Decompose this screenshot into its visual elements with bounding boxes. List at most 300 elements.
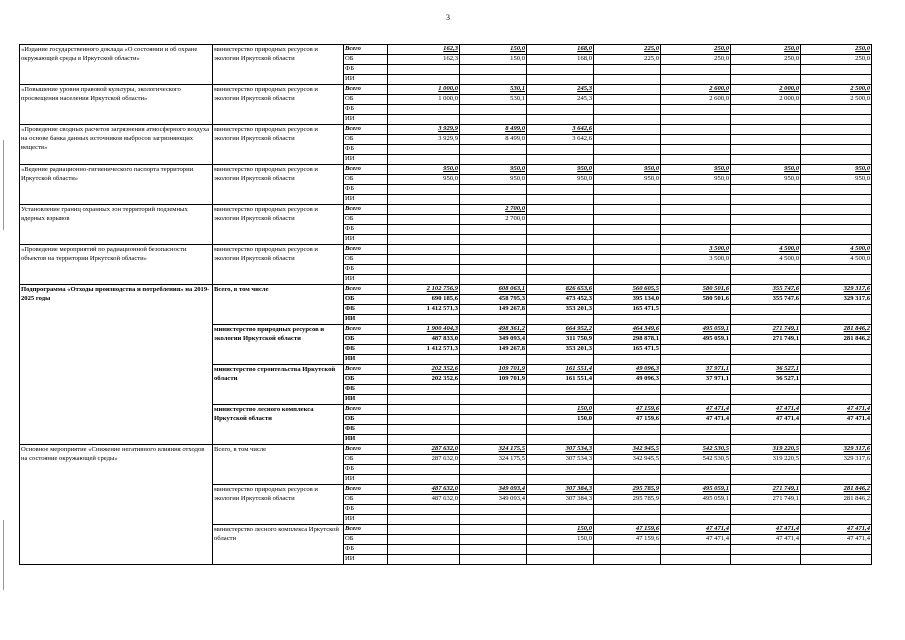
amount-cell: 950,0 (661, 175, 731, 185)
amount-cell (460, 505, 527, 515)
table-row (20, 445, 872, 455)
budget-table-container (19, 44, 871, 565)
amount-cell (801, 205, 872, 215)
amount-cell (661, 225, 731, 235)
amount-cell (388, 235, 460, 245)
amount-cell (801, 375, 872, 385)
amount-cell (661, 435, 731, 445)
amount-cell (460, 185, 527, 195)
amount-cell: 3 929,9 (388, 135, 460, 145)
amount-cell (460, 155, 527, 165)
amount-cell: 287 632,0 (388, 455, 460, 465)
amount-cell (801, 505, 872, 515)
funding-source-cell: ФБ (344, 545, 388, 555)
amount-cell: 202 352,6 (388, 365, 460, 375)
amount-cell: 487 632,0 (388, 495, 460, 505)
amount-cell (388, 415, 460, 425)
amount-cell: 47 471,4 (731, 535, 801, 545)
amount-cell: 150,0 (527, 405, 594, 415)
amount-cell: 950,0 (661, 165, 731, 175)
amount-cell (388, 195, 460, 205)
funding-source-cell: ФБ (344, 225, 388, 235)
amount-cell: 495 059,1 (661, 335, 731, 345)
amount-cell (731, 465, 801, 475)
amount-cell: 47 471,4 (661, 405, 731, 415)
amount-cell (801, 145, 872, 155)
amount-cell (594, 555, 661, 565)
amount-cell (527, 105, 594, 115)
amount-cell: 149 267,8 (460, 305, 527, 315)
amount-cell: 165 471,5 (594, 345, 661, 355)
amount-cell: 495 059,1 (661, 325, 731, 335)
amount-cell (661, 75, 731, 85)
funding-source-cell: ОБ (344, 455, 388, 465)
amount-cell: 530,1 (460, 85, 527, 95)
amount-cell: 250,0 (801, 45, 872, 55)
funding-source-cell: ИИ (344, 355, 388, 365)
amount-cell (661, 265, 731, 275)
amount-cell (388, 145, 460, 155)
amount-cell (594, 105, 661, 115)
amount-cell: 950,0 (801, 175, 872, 185)
amount-cell (661, 65, 731, 75)
amount-cell: 495 059,1 (661, 485, 731, 495)
amount-cell: 4 500,0 (731, 255, 801, 265)
amount-cell (460, 425, 527, 435)
executor-cell: министерство лесного комплекса Иркутской области (213, 525, 344, 565)
amount-cell: 3 642,6 (527, 125, 594, 135)
amount-cell (388, 265, 460, 275)
amount-cell (661, 145, 731, 155)
amount-cell: 150,0 (527, 535, 594, 545)
amount-cell (527, 145, 594, 155)
amount-cell (594, 145, 661, 155)
amount-cell: 47 159,6 (594, 525, 661, 535)
amount-cell: 487 632,0 (388, 485, 460, 495)
amount-cell (388, 545, 460, 555)
amount-cell (460, 255, 527, 265)
amount-cell (661, 125, 731, 135)
amount-cell: 271 749,1 (731, 485, 801, 495)
amount-cell (388, 245, 460, 255)
amount-cell (801, 75, 872, 85)
amount-cell (731, 145, 801, 155)
amount-cell: 950,0 (527, 175, 594, 185)
amount-cell (594, 115, 661, 125)
amount-cell: 47 471,4 (731, 415, 801, 425)
funding-source-cell: ФБ (344, 265, 388, 275)
amount-cell: 342 945,5 (594, 455, 661, 465)
amount-cell (801, 225, 872, 235)
amount-cell: 8 499,0 (460, 125, 527, 135)
amount-cell: 950,0 (731, 165, 801, 175)
amount-cell (460, 265, 527, 275)
funding-source-cell: ИИ (344, 515, 388, 525)
amount-cell (594, 195, 661, 205)
amount-cell: 271 749,1 (731, 335, 801, 345)
amount-cell: 329 317,6 (801, 445, 872, 455)
amount-cell (460, 315, 527, 325)
amount-cell (527, 395, 594, 405)
amount-cell (594, 95, 661, 105)
amount-cell: 319 220,5 (731, 455, 801, 465)
executor-cell: министерство природных ресурсов и экологии Иркутской области (213, 205, 344, 245)
amount-cell (661, 315, 731, 325)
amount-cell (801, 115, 872, 125)
funding-source-cell: Всего (344, 525, 388, 535)
amount-cell (661, 235, 731, 245)
amount-cell: 295 785,9 (594, 495, 661, 505)
amount-cell (527, 75, 594, 85)
amount-cell (731, 265, 801, 275)
funding-source-cell: ОБ (344, 95, 388, 105)
funding-source-cell: ОБ (344, 255, 388, 265)
amount-cell: 47 471,4 (661, 415, 731, 425)
amount-cell: 250,0 (731, 55, 801, 65)
amount-cell (527, 185, 594, 195)
amount-cell (460, 195, 527, 205)
amount-cell: 608 063,1 (460, 285, 527, 295)
amount-cell: 542 530,5 (661, 455, 731, 465)
executor-cell: министерство природных ресурсов и экологии Иркутской области (213, 45, 344, 85)
amount-cell (460, 355, 527, 365)
amount-cell (594, 355, 661, 365)
amount-cell: 271 749,1 (731, 495, 801, 505)
amount-cell: 950,0 (594, 175, 661, 185)
amount-cell (388, 355, 460, 365)
amount-cell (661, 195, 731, 205)
amount-cell (731, 105, 801, 115)
funding-source-cell: ОБ (344, 175, 388, 185)
amount-cell (801, 475, 872, 485)
amount-cell: 2 600,0 (661, 95, 731, 105)
amount-cell (460, 75, 527, 85)
amount-cell (527, 555, 594, 565)
funding-source-cell: Всего (344, 365, 388, 375)
amount-cell (527, 545, 594, 555)
amount-cell (594, 85, 661, 95)
funding-source-cell: Всего (344, 45, 388, 55)
amount-cell: 250,0 (661, 55, 731, 65)
amount-cell: 8 499,0 (460, 135, 527, 145)
amount-cell (527, 355, 594, 365)
amount-cell: 560 605,5 (594, 285, 661, 295)
amount-cell (731, 385, 801, 395)
funding-source-cell: Всего (344, 205, 388, 215)
amount-cell (731, 215, 801, 225)
amount-cell (460, 385, 527, 395)
amount-cell (594, 315, 661, 325)
amount-cell (460, 465, 527, 475)
amount-cell: 4 500,0 (801, 255, 872, 265)
funding-source-cell: ФБ (344, 425, 388, 435)
amount-cell (527, 265, 594, 275)
amount-cell (527, 115, 594, 125)
activity-name-cell: «Повышение уровня правовой культуры, экологического просвещения населения Иркутской области» (20, 85, 213, 125)
amount-cell (661, 505, 731, 515)
amount-cell (527, 275, 594, 285)
amount-cell: 47 471,4 (801, 405, 872, 415)
executor-cell: Всего, в том числе (213, 445, 344, 485)
amount-cell: 2 000,0 (731, 85, 801, 95)
amount-cell (801, 435, 872, 445)
amount-cell: 47 159,6 (594, 535, 661, 545)
amount-cell (801, 265, 872, 275)
amount-cell (661, 155, 731, 165)
amount-cell: 487 833,0 (388, 335, 460, 345)
amount-cell (661, 275, 731, 285)
amount-cell: 329 317,6 (801, 285, 872, 295)
amount-cell: 3 929,9 (388, 125, 460, 135)
amount-cell (527, 475, 594, 485)
amount-cell (527, 385, 594, 395)
amount-cell (594, 545, 661, 555)
amount-cell (460, 225, 527, 235)
budget-table (19, 44, 872, 565)
amount-cell (527, 315, 594, 325)
amount-cell (731, 315, 801, 325)
amount-cell (460, 545, 527, 555)
amount-cell: 165 471,5 (594, 305, 661, 315)
amount-cell (801, 155, 872, 165)
amount-cell: 47 159,6 (594, 415, 661, 425)
amount-cell: 3 500,0 (661, 255, 731, 265)
amount-cell: 2 500,0 (801, 85, 872, 95)
amount-cell: 324 175,5 (460, 445, 527, 455)
amount-cell (594, 225, 661, 235)
amount-cell (460, 555, 527, 565)
amount-cell: 49 096,3 (594, 365, 661, 375)
amount-cell (460, 65, 527, 75)
amount-cell (661, 345, 731, 355)
amount-cell: 295 785,9 (594, 485, 661, 495)
amount-cell: 150,0 (460, 45, 527, 55)
amount-cell (460, 235, 527, 245)
amount-cell (731, 155, 801, 165)
amount-cell: 542 530,5 (661, 445, 731, 455)
amount-cell (594, 265, 661, 275)
amount-cell: 2 700,0 (460, 205, 527, 215)
amount-cell: 395 134,0 (594, 295, 661, 305)
activity-name-cell: «Ведение радиационно-гигиенического паспорта территории Иркутской области» (20, 165, 213, 205)
amount-cell: 150,0 (527, 415, 594, 425)
amount-cell: 329 317,6 (801, 295, 872, 305)
amount-cell (388, 215, 460, 225)
amount-cell (594, 275, 661, 285)
executor-cell: министерство природных ресурсов и экологии Иркутской области (213, 125, 344, 165)
amount-cell: 47 471,4 (731, 405, 801, 415)
funding-source-cell: ИИ (344, 475, 388, 485)
amount-cell: 311 750,9 (527, 335, 594, 345)
table-row (20, 205, 872, 215)
funding-source-cell: ФБ (344, 345, 388, 355)
amount-cell: 580 501,6 (661, 295, 731, 305)
funding-source-cell: ОБ (344, 295, 388, 305)
amount-cell: 162,3 (388, 45, 460, 55)
funding-source-cell: ОБ (344, 335, 388, 345)
amount-cell: 355 747,6 (731, 285, 801, 295)
amount-cell (731, 345, 801, 355)
amount-cell (594, 385, 661, 395)
amount-cell (388, 435, 460, 445)
amount-cell: 2 500,0 (801, 95, 872, 105)
amount-cell: 36 527,1 (731, 375, 801, 385)
scan-margin-mark (3, 520, 4, 590)
amount-cell (594, 255, 661, 265)
amount-cell: 225,0 (594, 55, 661, 65)
funding-source-cell: ИИ (344, 435, 388, 445)
page-number: 3 (446, 13, 450, 22)
amount-cell: 580 501,6 (661, 285, 731, 295)
amount-cell: 47 159,6 (594, 405, 661, 415)
amount-cell: 202 352,6 (388, 375, 460, 385)
amount-cell (388, 405, 460, 415)
funding-source-cell: ФБ (344, 185, 388, 195)
executor-cell: министерство лесного комплекса Иркутской области (213, 405, 344, 445)
amount-cell: 473 452,3 (527, 295, 594, 305)
amount-cell: 250,0 (661, 45, 731, 55)
amount-cell: 161 551,4 (527, 375, 594, 385)
amount-cell (460, 415, 527, 425)
amount-cell: 307 384,3 (527, 485, 594, 495)
amount-cell (801, 305, 872, 315)
amount-cell (801, 355, 872, 365)
amount-cell: 47 471,4 (731, 525, 801, 535)
amount-cell: 250,0 (801, 55, 872, 65)
funding-source-cell: ФБ (344, 465, 388, 475)
amount-cell: 47 471,4 (801, 535, 872, 545)
budget-table-body (20, 45, 872, 565)
amount-cell (661, 305, 731, 315)
amount-cell: 161 551,4 (527, 365, 594, 375)
amount-cell (388, 465, 460, 475)
amount-cell: 349 093,4 (460, 335, 527, 345)
funding-source-cell: ИИ (344, 275, 388, 285)
funding-source-cell: ФБ (344, 105, 388, 115)
amount-cell (594, 75, 661, 85)
amount-cell: 349 093,4 (460, 485, 527, 495)
amount-cell (388, 205, 460, 215)
amount-cell: 281 846,2 (801, 335, 872, 345)
amount-cell: 37 971,1 (661, 375, 731, 385)
amount-cell (594, 235, 661, 245)
amount-cell: 349 093,4 (460, 495, 527, 505)
amount-cell (801, 235, 872, 245)
funding-source-cell: ОБ (344, 415, 388, 425)
amount-cell: 250,0 (731, 45, 801, 55)
amount-cell: 47 471,4 (801, 415, 872, 425)
amount-cell: 324 175,5 (460, 455, 527, 465)
amount-cell (801, 195, 872, 205)
amount-cell (527, 255, 594, 265)
activity-name-cell: «Проведение мероприятий по радиационной безопасности объектов на территории Иркутской области» (20, 245, 213, 285)
amount-cell: 342 945,5 (594, 445, 661, 455)
amount-cell (388, 185, 460, 195)
amount-cell (801, 65, 872, 75)
amount-cell (388, 525, 460, 535)
amount-cell (661, 515, 731, 525)
executor-cell: министерство природных ресурсов и экологии Иркутской области (213, 85, 344, 125)
amount-cell: 168,0 (527, 55, 594, 65)
amount-cell (801, 345, 872, 355)
amount-cell (731, 135, 801, 145)
funding-source-cell: ИИ (344, 155, 388, 165)
amount-cell (594, 475, 661, 485)
amount-cell: 47 471,4 (661, 535, 731, 545)
amount-cell (388, 75, 460, 85)
table-row (20, 165, 872, 175)
amount-cell (388, 105, 460, 115)
amount-cell (661, 205, 731, 215)
amount-cell: 950,0 (731, 175, 801, 185)
amount-cell: 3 642,6 (527, 135, 594, 145)
amount-cell (527, 245, 594, 255)
amount-cell: 150,0 (460, 55, 527, 65)
funding-source-cell: Всего (344, 85, 388, 95)
amount-cell (801, 215, 872, 225)
amount-cell: 109 701,9 (460, 365, 527, 375)
amount-cell: 464 349,6 (594, 325, 661, 335)
amount-cell (594, 65, 661, 75)
amount-cell (801, 465, 872, 475)
amount-cell: 149 267,8 (460, 345, 527, 355)
amount-cell (801, 555, 872, 565)
amount-cell (527, 235, 594, 245)
amount-cell (661, 395, 731, 405)
amount-cell (731, 545, 801, 555)
amount-cell: 950,0 (527, 165, 594, 175)
amount-cell: 2 102 756,9 (388, 285, 460, 295)
amount-cell: 950,0 (801, 165, 872, 175)
amount-cell (731, 435, 801, 445)
amount-cell: 458 795,3 (460, 295, 527, 305)
amount-cell (388, 515, 460, 525)
amount-cell: 2 600,0 (661, 85, 731, 95)
amount-cell: 37 971,1 (661, 365, 731, 375)
amount-cell (388, 535, 460, 545)
amount-cell: 162,3 (388, 55, 460, 65)
amount-cell (527, 505, 594, 515)
funding-source-cell: Всего (344, 405, 388, 415)
amount-cell (731, 395, 801, 405)
amount-cell (661, 555, 731, 565)
amount-cell: 3 500,0 (661, 245, 731, 255)
amount-cell: 245,3 (527, 95, 594, 105)
amount-cell (527, 425, 594, 435)
amount-cell (460, 405, 527, 415)
amount-cell (388, 225, 460, 235)
amount-cell (801, 545, 872, 555)
amount-cell: 950,0 (388, 175, 460, 185)
amount-cell (661, 115, 731, 125)
amount-cell (388, 385, 460, 395)
funding-source-cell: ФБ (344, 505, 388, 515)
activity-name-cell: Установление границ охранных зон территорий подземных ядерных взрывов (20, 205, 213, 245)
amount-cell (388, 505, 460, 515)
scan-margin-mark (3, 140, 4, 230)
amount-cell (460, 515, 527, 525)
funding-source-cell: ИИ (344, 115, 388, 125)
funding-source-cell: ИИ (344, 75, 388, 85)
funding-source-cell: ИИ (344, 235, 388, 245)
amount-cell (527, 155, 594, 165)
amount-cell (731, 355, 801, 365)
amount-cell (388, 275, 460, 285)
executor-cell: министерство природных ресурсов и экологии Иркутской области (213, 245, 344, 285)
amount-cell: 826 653,6 (527, 285, 594, 295)
executor-cell: министерство природных ресурсов и экологии Иркутской области (213, 165, 344, 205)
amount-cell (594, 125, 661, 135)
